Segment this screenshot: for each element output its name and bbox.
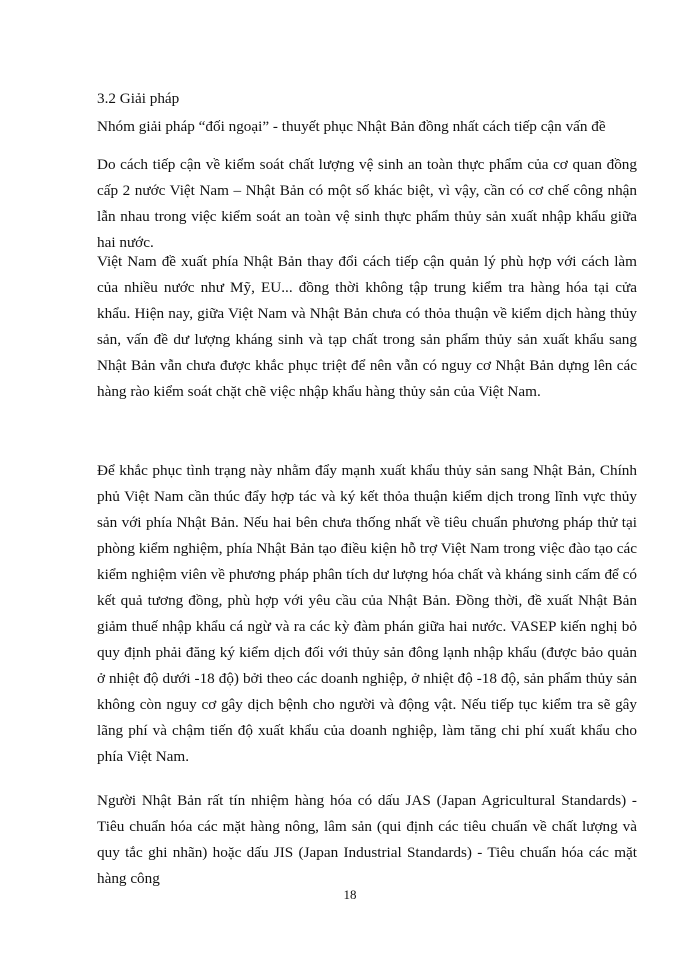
paragraph: Do cách tiếp cận về kiểm soát chất lượng vệ sinh an toàn thực phẩm của cơ quan đồng cấp 2 nước Việt Nam – Nhật Bản có một số khác biệt, vì vậy, cần có cơ chế công nhận lẫn nhau trong việc kiểm soát an toàn vệ sinh thực phẩm thủy sản xuất nhập khẩu giữa hai nước. — [97, 156, 637, 251]
page-number: 18 — [343, 887, 357, 902]
group-heading: Nhóm giải pháp “đối ngoại” - thuyết phục Nhật Bản đồng nhất cách tiếp cận vấn đề — [97, 118, 606, 135]
section-heading: 3.2 Giải pháp — [97, 90, 180, 107]
paragraph: Việt Nam đề xuất phía Nhật Bản thay đổi cách tiếp cận quản lý phù hợp với cách làm của nhiều nước như Mỹ, EU... đồng thời không tập trung kiểm tra hàng hóa tại cửa khẩu. Hiện nay, giữa Việt Nam và Nhật Bản chưa có thỏa thuận về kiểm dịch hàng thủy sản, vấn đề dư lượng kháng sinh và tạp chất trong sản phẩm thủy sản xuất khẩu sang Nhật Bản vẫn chưa được khắc phục triệt để nên vẫn có nguy cơ Nhật Bản dựng lên các hàng rào kiểm soát chặt chẽ việc nhập khẩu hàng thủy sản của Việt Nam. — [97, 253, 637, 400]
paragraph: Để khắc phục tình trạng này nhằm đẩy mạnh xuất khẩu thủy sản sang Nhật Bản, Chính phủ Việt Nam cần thúc đẩy hợp tác và ký kết thỏa thuận kiểm dịch trong lĩnh vực thủy sản với phía Nhật Bản. Nếu hai bên chưa thống nhất về tiêu chuẩn phương pháp thử tại phòng kiểm nghiệm, phía Nhật Bản tạo điều kiện hỗ trợ Việt Nam trong việc đào tạo các kiểm nghiệm viên về phương pháp phân tích dư lượng hóa chất và kháng sinh cấm để có kết quả tương đồng, phù hợp với yêu cầu của Nhật Bản. Đồng thời, đề xuất Nhật Bản giảm thuế nhập khẩu cá ngừ và ra các kỳ đàm phán giữa hai nước. VASEP kiến nghị bỏ quy định phải đăng ký kiểm dịch đối với thủy sản đông lạnh nhập khẩu (được bảo quản ở nhiệt độ dưới -18 độ) bởi theo các doanh nghiệp, ở nhiệt độ -18 độ, sản phẩm thủy sản không còn nguy cơ gây dịch bệnh cho người và động vật. Nếu tiếp tục kiểm tra sẽ gây lãng phí và chậm tiến độ xuất khẩu của doanh nghiệp, làm tăng chi phí xuất khẩu cho phía Việt Nam. — [97, 462, 637, 765]
paragraph: Người Nhật Bản rất tín nhiệm hàng hóa có dấu JAS (Japan Agricultural Standards) - Tiêu chuẩn hóa các mặt hàng nông, lâm sản (qui định các tiêu chuẩn về chất lượng và quy tắc ghi nhãn) hoặc dấu JIS (Japan Industrial Standards) - Tiêu chuẩn hóa các mặt hàng công — [97, 792, 637, 887]
